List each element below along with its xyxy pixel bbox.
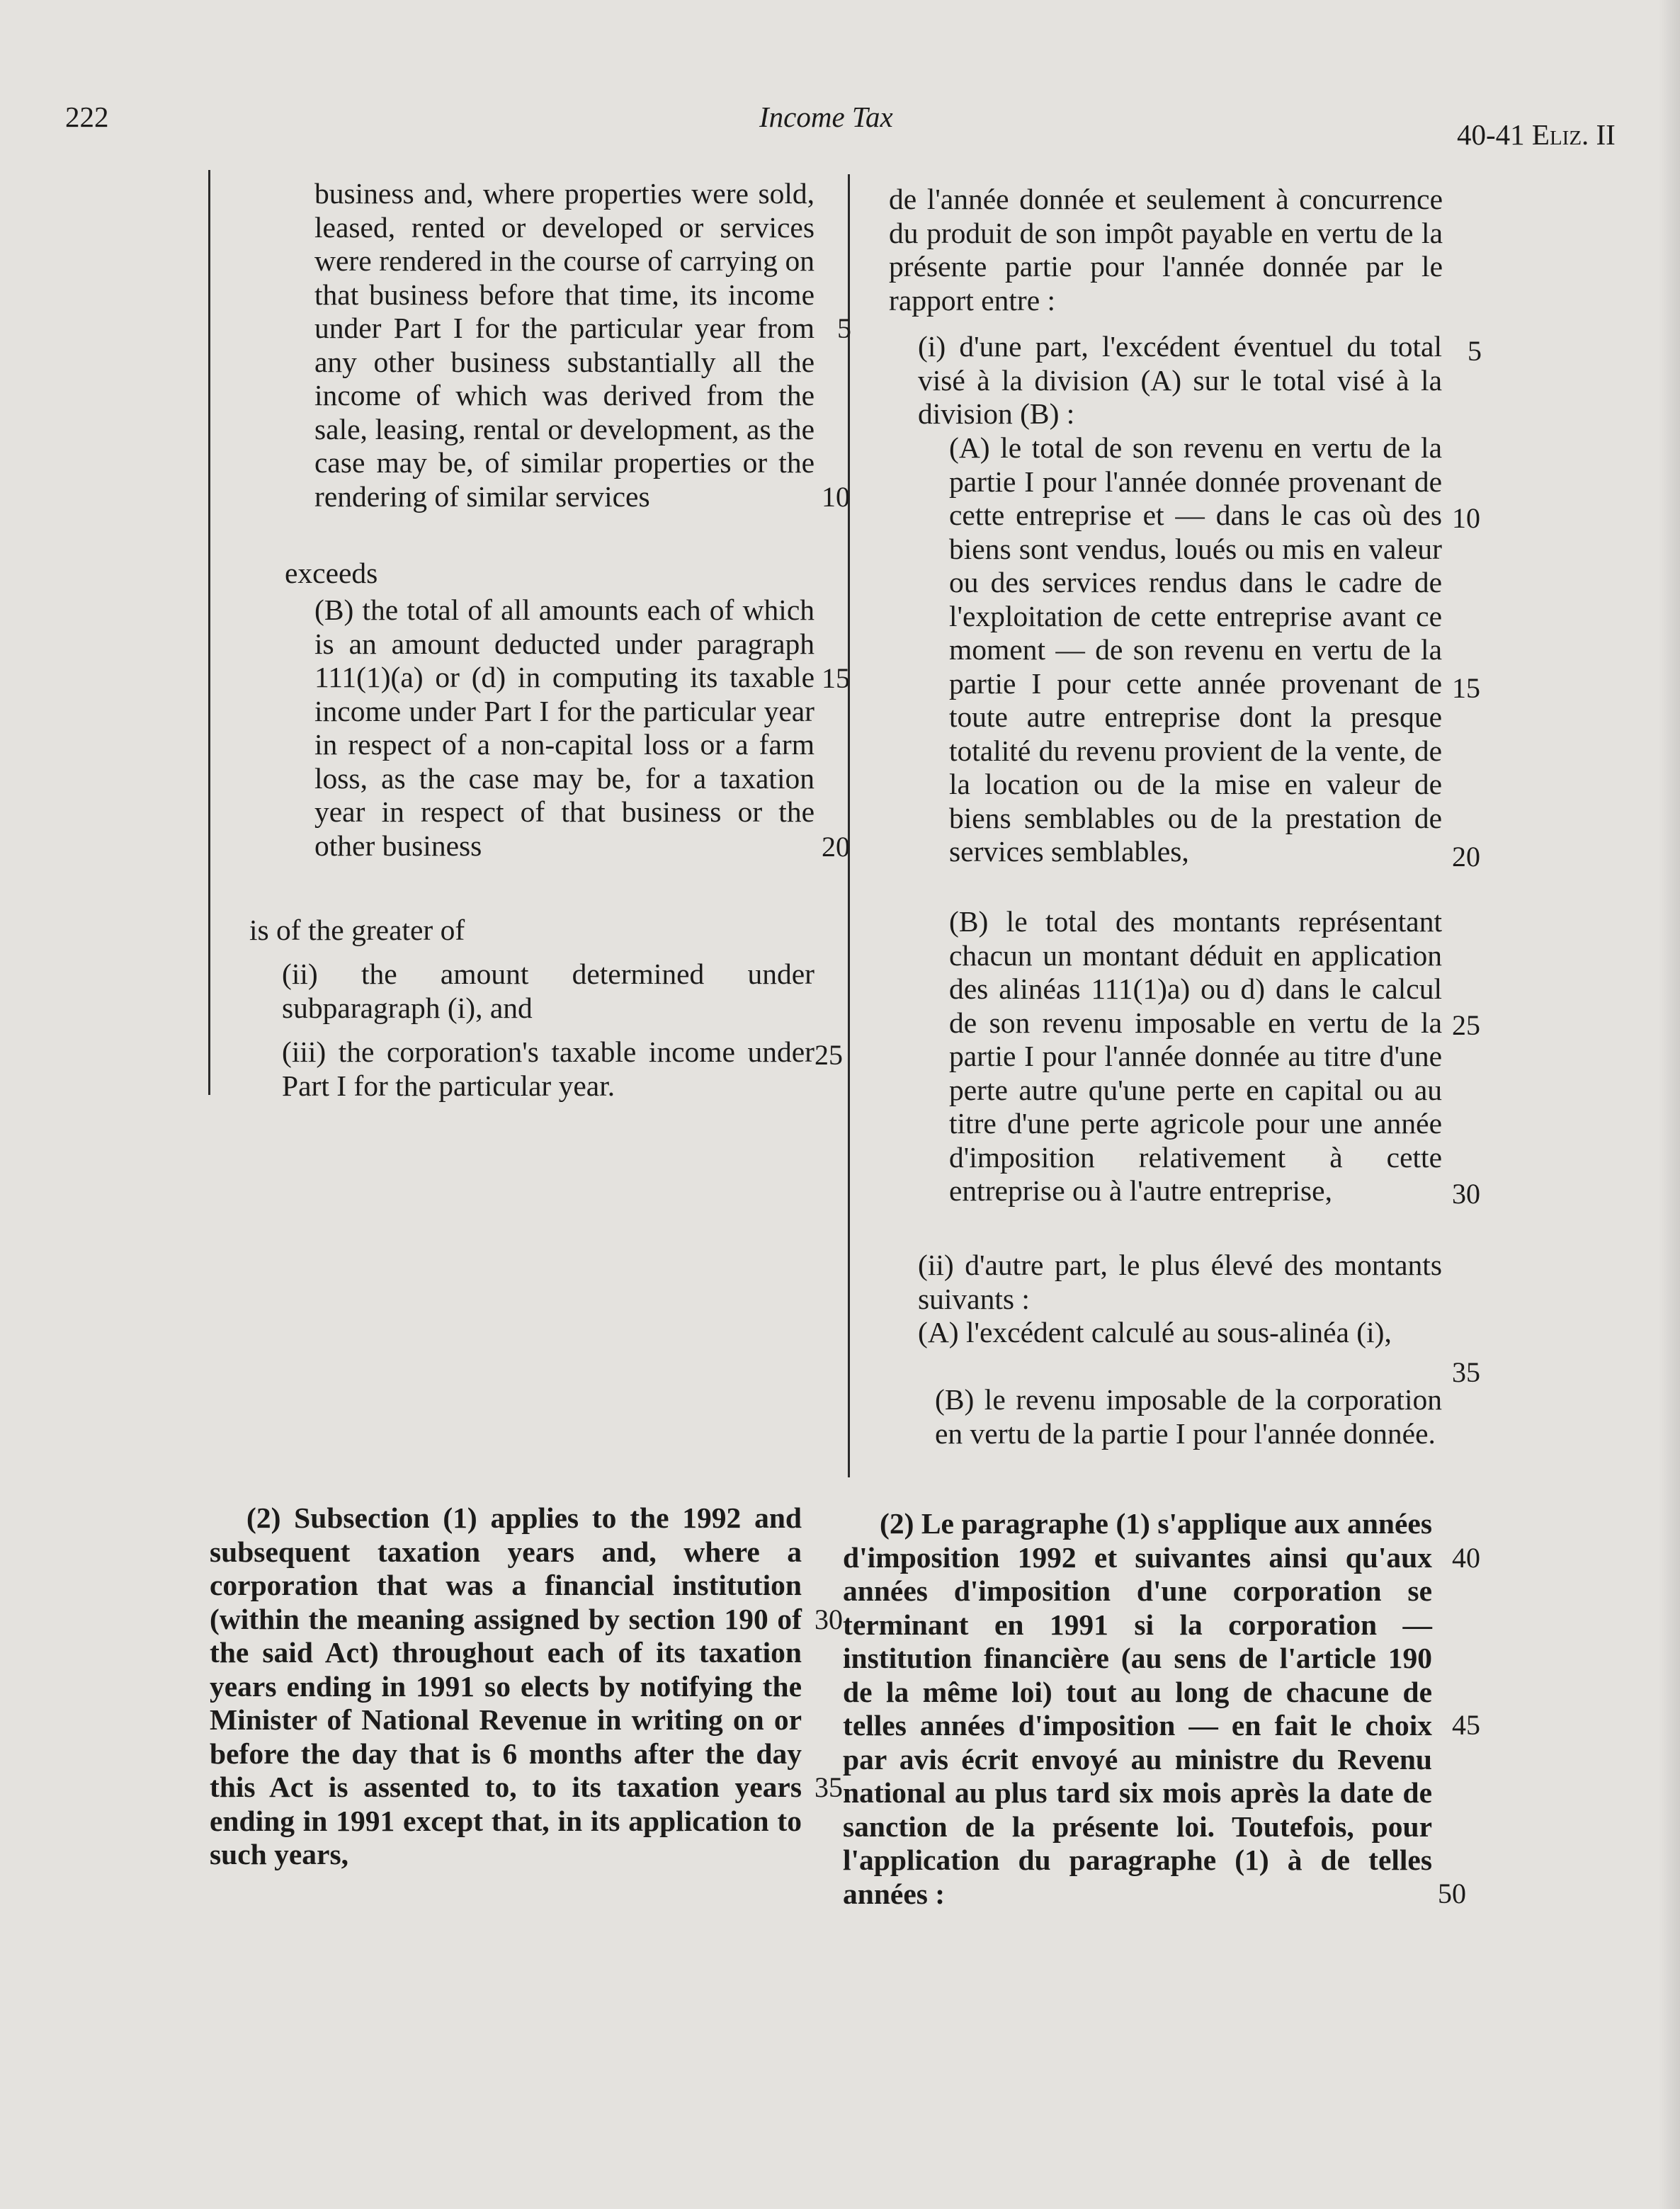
fr-subparagraph-i-text: (i) d'une part, l'excédent éventuel du total visé à la division (A) sur le total visé à la division (B) : xyxy=(918,330,1442,430)
fr-subsection-2-text: (2) Le paragraphe (1) s'applique aux années d'imposition 1992 et suivantes ainsi qu'aux années d'imposition d'une corporation se terminant en 1991 si la corporation — institution financière (au sens de l'article 190 de la même loi) tout au long de chacune de telles années d'imposition — en fait le choix par avis écrit envoyé au ministre du Revenu national au plus tard six mois après la date de sanction de la présente loi. Toutefois, pour l'application du paragraphe (1) à de telles années : xyxy=(843,1507,1432,1910)
en-clause-b xyxy=(314,594,815,863)
fr-line-number: 25 xyxy=(1452,1009,1480,1041)
fr-division-A xyxy=(949,431,1442,869)
fr-line-number: 15 xyxy=(1452,672,1480,704)
fr-line-number: 20 xyxy=(1452,841,1480,873)
amendment-margin-rule xyxy=(208,170,210,1095)
fr-subparagraph-ii-A xyxy=(918,1316,1442,1350)
fr-subsection-2 xyxy=(843,1507,1432,1911)
en-subparagraph-iii-text: (iii) the corporation's taxable income under Part I for the particular year. xyxy=(282,1035,815,1102)
en-subparagraph-ii-text: (ii) the amount determined under subparagraph (i), and xyxy=(282,958,815,1024)
page-edge-shadow xyxy=(1659,0,1680,2209)
fr-line-number: 35 xyxy=(1452,1356,1480,1388)
fr-line-number: 30 xyxy=(1452,1178,1480,1210)
fr-line-number: 10 xyxy=(1452,502,1480,534)
en-exceeds: exceeds xyxy=(285,557,378,589)
fr-line-number: 50 xyxy=(1438,1878,1466,1909)
en-clause-b-text: (B) the total of all amounts each of which is an amount deducted under paragraph 111(1)(a) or (d) in computing its taxable income under Part I for the particular year in respect of a non-capital loss or a farm loss, as the case may be, for a taxation year in respect of that business or the other business xyxy=(314,594,815,862)
en-line-number: 25 xyxy=(815,1039,843,1071)
fr-subparagraph-ii-A-text: (A) l'excédent calculé au sous-alinéa (i), xyxy=(918,1316,1392,1348)
fr-division-B-text: (B) le total des montants représentant chacun un montant déduit en application des alinéas 111(1)a) ou d) dans le calcul de son revenu imposable en vertu de la partie I pour l'année donnée au titre d'une perte autre qu'une perte en capital ou au titre d'une perte agricole pour une année d'imposition relativement à cette entreprise ou à l'autre entreprise, xyxy=(949,905,1442,1207)
page-number: 222 xyxy=(65,101,109,133)
en-subsection-2-text: (2) Subsection (1) applies to the 1992 and subsequent taxation years and, where a corporation that was a financial institution (within the meaning assigned by section 190 of the said Act) throughout each of its taxation years ending in 1991 so elects by notifying the Minister of National Revenue in writing on or before the day that is 6 months after the day this Act is assented to, to its taxation years ending in 1991 except that, in its application to such years, xyxy=(210,1501,802,1870)
en-clause-a-continuation xyxy=(314,177,815,513)
fr-subparagraph-ii-B xyxy=(935,1383,1442,1450)
fr-subparagraph-ii-B-text: (B) le revenu imposable de la corporation en vertu de la partie I pour l'année donnée. xyxy=(935,1383,1442,1450)
fr-line-number: 40 xyxy=(1452,1542,1480,1574)
fr-division-A-text: (A) le total de son revenu en vertu de la partie I pour l'année donnée provenant de cette entreprise et — dans le cas où des biens sont vendus, loués ou mis en valeur ou des services rendus dans le cadre de l'exploitation de cette entreprise avant ce moment — de son revenu en vertu de la partie I pour cette année provenant de toute autre entreprise dont la presque totalité du revenu provient de la vente, de la location ou de la mise en valeur de biens semblables ou de la prestation de services semblables, xyxy=(949,431,1442,868)
en-subsection-2 xyxy=(210,1501,802,1872)
en-clause-a-text: business and, where properties were sold, leased, rented or developed or services were rendered in the course of carrying on that business before that time, its income under Part I for the particular year from any other business substantially all the income of which was derived from the sale, leasing, rental or development, as the case may be, of similar properties or the rendering of similar services xyxy=(314,177,815,513)
en-line-number: 35 xyxy=(815,1771,843,1803)
en-subparagraph-iii xyxy=(282,1035,815,1103)
fr-subparagraph-ii-text: (ii) d'autre part, le plus élevé des montants suivants : xyxy=(918,1249,1442,1315)
fr-division-B xyxy=(949,905,1442,1208)
en-greater-of: is of the greater of xyxy=(249,914,465,946)
en-line-number: 5 xyxy=(837,312,851,344)
fr-subparagraph-i xyxy=(918,330,1442,431)
regnal-year: 40-41 Eliz. II xyxy=(1457,118,1616,151)
fr-intro-text: de l'année donnée et seulement à concurrence du produit de son impôt payable en vertu de la présente partie pour l'année donnée par le rapport entre : xyxy=(889,183,1443,317)
fr-line-number: 45 xyxy=(1452,1709,1480,1741)
en-line-number: 30 xyxy=(815,1603,843,1635)
running-title: Income Tax xyxy=(759,101,893,133)
column-divider-rule xyxy=(848,174,850,1477)
fr-line-number: 5 xyxy=(1468,335,1482,367)
en-line-number: 15 xyxy=(822,662,850,694)
fr-intro xyxy=(889,183,1443,317)
fr-subparagraph-ii xyxy=(918,1249,1442,1316)
en-subparagraph-ii xyxy=(282,958,815,1025)
en-line-number: 20 xyxy=(822,831,850,863)
en-line-number: 10 xyxy=(822,481,850,513)
